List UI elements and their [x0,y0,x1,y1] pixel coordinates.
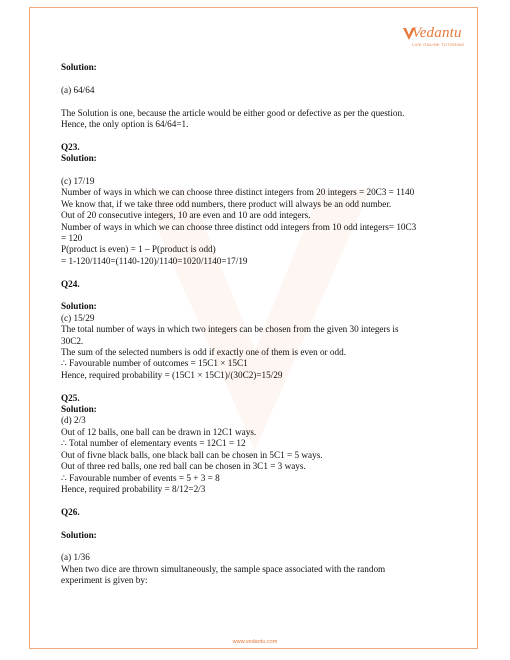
intro-line: The Solution is one, because the article would be either good or defective as per the question. [61,107,405,118]
q24-label: Q24. [61,278,80,289]
q23-line: = 1-120/1140=(1140-120)/1140=1020/1140=17/19 [61,255,248,266]
solutions-content [61,62,461,587]
q23-line: Out of 20 consecutive integers, 10 are even and 10 are odd integers. [61,210,311,221]
q25-line: ∴ Favourable number of events = 5 + 3 = 8 [61,472,220,483]
intro-answer: (a) 64/64 [61,84,95,95]
logo-tagline: LIVE ONLINE TUTORING [412,42,465,47]
q25-solution-heading: Solution: [61,404,97,415]
q25-answer: (d) 2/3 [61,415,86,426]
q23-line: Number of ways in which we can choose three distinct odd integers from 10 odd integers= 10C3 [61,221,417,232]
q23-line: = 120 [61,233,83,244]
q26-solution-heading: Solution: [61,529,97,540]
intro-line: Hence, the only option is 64/64=1. [61,119,189,129]
logo-text: Vedantu [412,25,462,41]
q25-line: Out of 12 balls, one ball can be drawn in 12C1 ways. [61,426,257,437]
q26-label: Q26. [61,506,80,517]
q25-line: Hence, required probability = 8/12=2/3 [61,483,206,494]
intro-solution-heading: Solution: [61,62,97,72]
q23-answer: (c) 17/19 [61,176,95,186]
q24-line: The total number of ways in which two integers can be chosen from the given 30 integers is [61,324,399,335]
q24-line: The sum of the selected numbers is odd if exactly one of them is even or odd. [61,347,346,358]
q24-line: 30C2. [61,335,84,346]
q26-answer: (a) 1/36 [61,552,90,563]
vedantu-logo [402,25,465,53]
q24-solution-heading: Solution: [61,301,97,312]
q26-line: When two dice are thrown simultaneously, the sample space associated with the random [61,563,386,574]
q24-line: Hence, required probability = (15C1 × 15C1)/(30C2)=15/29 [61,369,283,380]
q23-label: Q23. [61,141,80,152]
q23-line: P(product is even) = 1 – P(product is odd) [61,244,216,255]
footer-url[interactable]: www.vedantu.com [232,639,278,645]
q23-solution-heading: Solution: [61,153,97,164]
q24-line: ∴ Favourable number of outcomes = 15C1 × 15C1 [61,358,248,369]
q25-label: Q25. [61,392,80,403]
q23-line: We know that, if we take three odd numbers, there product will always be an odd number. [61,198,392,209]
q23-line: Number of ways in which we can choose three distinct integers from 20 integers = 20C3 = 1140 [61,187,415,198]
q25-line: Out of three red balls, one red ball can be chosen in 3C1 = 3 ways. [61,461,306,472]
q25-line: Out of fivne black balls, one black ball can be chosen in 5C1 = 5 ways. [61,449,323,460]
q24-answer: (c) 15/29 [61,312,95,323]
q26-line: experiment is given by: [61,575,148,586]
q25-line: ∴ Total number of elementary events = 12C1 = 12 [61,438,246,449]
